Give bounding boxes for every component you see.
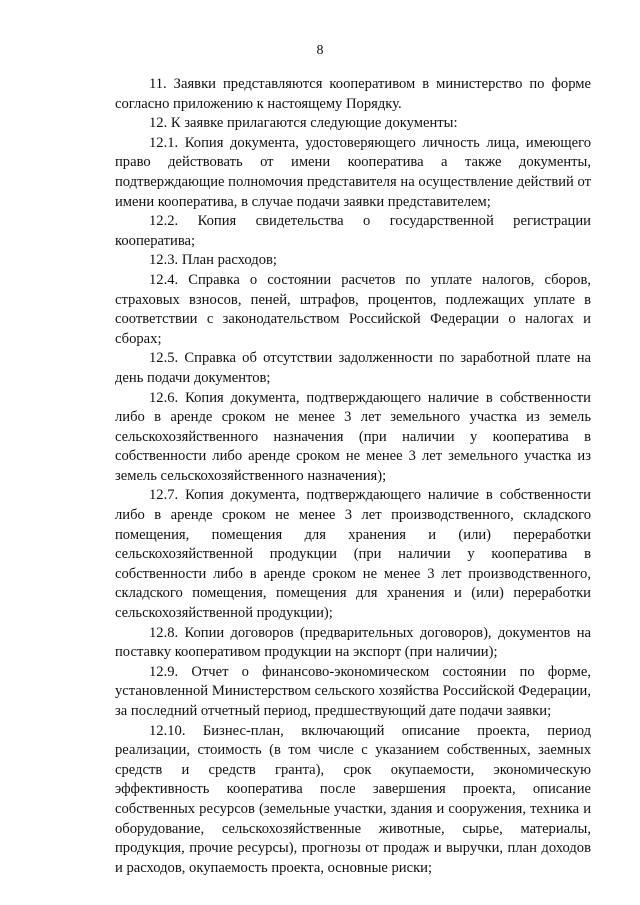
paragraph-12-1: 12.1. Копия документа, удостоверяющего личность лица, имеющего право действовать от имени кооператива а также документы, подтверждающие полномочия представителя на осуществление действий от имени кооператива, в случае подачи заявки представителем; — [115, 134, 591, 210]
document-body — [115, 75, 591, 878]
paragraph-12-9: 12.9. Отчет о финансово-экономическом состоянии по форме, установленной Министерством сельского хозяйства Российской Федерации, за последний отчетный период, предшествующий дате подачи заявки; — [115, 663, 591, 719]
paragraph-12-10: 12.10. Бизнес-план, включающий описание проекта, период реализации, стоимость (в том числе с указанием собственных, заемных средств и средств гранта), срок окупаемости, экономическую эффективность кооператива после завершения проекта, описание собственных ресурсов (земельные участки, здания и сооружения, техника и оборудование, сельскохозяйственные животные, сырье, материалы, продукция, прочие ресурсы), прогнозы от продаж и выручки, план доходов и расходов, окупаемость проекта, основные риски; — [115, 722, 591, 876]
page-number: 8 — [316, 43, 324, 58]
paragraph-11: 11. Заявки представляются кооперативом в министерство по форме согласно приложению к настоящему Порядку. — [115, 76, 591, 112]
paragraph-12-8: 12.8. Копии договоров (предварительных договоров), документов на поставку кооперативом продукции на экспорт (при наличии); — [115, 624, 591, 661]
paragraph-12-5: 12.5. Справка об отсутствии задолженности по заработной плате на день подачи документов; — [115, 350, 591, 386]
paragraph-12: 12. К заявке прилагаются следующие документы: — [149, 115, 458, 132]
paragraph-12-6: 12.6. Копия документа, подтверждающего наличие в собственности либо в аренде сроком не менее 3 лет земельного участка из земель сельскохозяйственного назначения (при наличии у кооператива в собственности либо аренде сроком не менее 3 лет земельного участка из земель сельскохозяйственного назначения); — [115, 389, 591, 484]
paragraph-12-4: 12.4. Справка о состоянии расчетов по уплате налогов, сборов, страховых взносов, пеней, штрафов, процентов, подлежащих уплате в соответствии с законодательством Российской Федерации о налогах и сборах; — [115, 271, 591, 347]
paragraph-12-7: 12.7. Копия документа, подтверждающего наличие в собственности либо в аренде сроком не менее 3 лет производственного, складского помещения, помещения для хранения и (или) переработки сельскохозяйственной продукции (при наличии у кооператива в собственности либо в аренде сроком не менее 3 лет производственного, складского помещения, помещения для хранения и (или) переработки сельскохозяйственной продукции); — [115, 487, 591, 622]
paragraph-12-2: 12.2. Копия свидетельства о государственной регистрации кооператива; — [115, 213, 591, 249]
paragraph-12-3: 12.3. План расходов; — [149, 252, 277, 269]
